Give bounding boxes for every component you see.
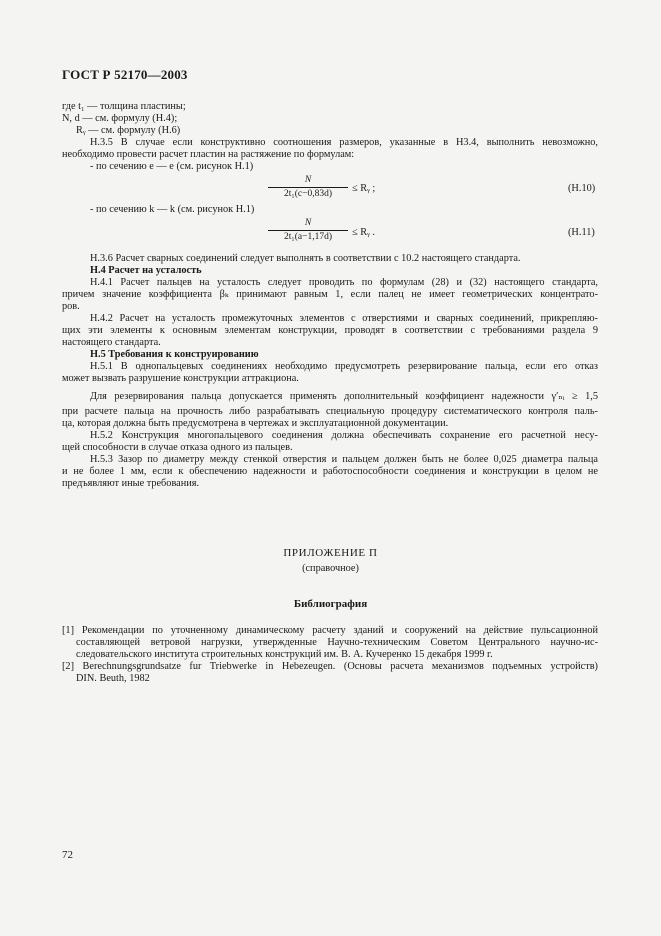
- clause-h51-line1: Н.5.1 В однопальцевых соединениях необходимо предусмотреть резервирование пальца, если его отказ: [90, 361, 598, 372]
- definition-line: Rᵧ — см. формулу (Н.6): [76, 125, 181, 136]
- formula-h11-relation: ≤ Rᵧ .: [352, 227, 375, 238]
- clause-h53-line3: предъявляют иные требования.: [62, 478, 200, 489]
- page-number: 72: [62, 849, 73, 861]
- clause-h41-line3: ров.: [62, 301, 80, 312]
- fraction-bar: [268, 230, 348, 231]
- reservation-line1: Для резервирования пальца допускается применять дополнительный коэффициент надежности γ′ₙᵢ ≥ 1,5: [90, 391, 598, 402]
- reservation-line2: при расчете пальца на прочность либо разрабатывать специальную процедуру систематического контроля паль-: [62, 406, 598, 417]
- formula-h10-numerator: N: [304, 175, 312, 185]
- bibliography-title: Библиография: [293, 598, 368, 610]
- clause-h53-line2: и не более 1 мм, если к обеспечению надежности и работоспособности соединения и конструкции в целом не: [62, 466, 598, 477]
- formula-h11-denominator: 2t₁(a−1,17d): [284, 232, 332, 242]
- appendix-subtitle: (справочное): [302, 563, 359, 574]
- clause-h42-line3: настоящего стандарта.: [62, 337, 161, 348]
- bibliography-ref1-line2: составляющей ветровой нагрузки, утвержденные Научно-техническим Советом Центрального научно-ис-: [76, 637, 598, 648]
- formula-h10-denominator: 2t₁(c−0,83d): [284, 189, 332, 199]
- clause-h52-line2: щей способности в случае отказа одного из пальцев.: [62, 442, 293, 453]
- formula-h11-numerator: N: [304, 218, 312, 228]
- clause-h41-line2: причем значение коэффициента βₖ принимают равным 1, если палец не имеет геометрических концентрато-: [62, 289, 598, 300]
- clause-h42-line1: Н.4.2 Расчет на усталость промежуточных элементов с отверстиями и сварных соединений, прикрепляю-: [90, 313, 598, 324]
- bibliography-ref2-line1: [2] Berechnungsgrundsatze fur Triebwerke in Hebezeugen. (Основы расчета механизмов подъемных устройств): [62, 661, 598, 672]
- clause-h42-line2: щих эти элементы к основным элементам конструкции, проводят в соответствии с требованиями раздела 9: [62, 325, 598, 336]
- formula-h11-fraction: [268, 218, 348, 243]
- clause-h35-line2: необходимо провести расчет пластин на растяжение по формулам:: [62, 149, 355, 160]
- formula-h10-number: (Н.10): [568, 183, 596, 194]
- bibliography-ref1-line1: [1] Рекомендации по уточненному динамическому расчету зданий и сооружений на действие пульсационной: [62, 625, 598, 636]
- section-k-label: - по сечению k — k (см. рисунок Н.1): [90, 204, 255, 215]
- standard-header: ГОСТ Р 52170—2003: [62, 67, 188, 82]
- formula-h10-relation: ≤ Rᵧ ;: [352, 183, 376, 194]
- definition-line: N, d — см. формулу (Н.4);: [62, 113, 178, 124]
- definition-line: где t₁ — толщина пластины;: [62, 101, 186, 112]
- formula-h10-fraction: [268, 175, 348, 200]
- bibliography-ref2-line2: DIN. Beuth, 1982: [76, 673, 150, 684]
- bibliography-ref1-line3: следовательского института строительных конструкций им. В. А. Кучеренко 15 декабря 1999 г.: [76, 649, 493, 660]
- section-e-label: - по сечению e — e (см. рисунок Н.1): [90, 161, 254, 172]
- appendix-title: ПРИЛОЖЕНИЕ П: [283, 547, 378, 559]
- clause-h41-line1: Н.4.1 Расчет пальцев на усталость следует проводить по формулам (28) и (32) настоящего стандарта,: [90, 277, 598, 288]
- clause-h35-line1: Н.3.5 В случае если конструктивно соотношения размеров, указанные в Н3.4, выполнить невозможно,: [90, 137, 598, 148]
- formula-h11-number: (Н.11): [568, 227, 595, 238]
- clause-h53-line1: Н.5.3 Зазор по диаметру между стенкой отверстия и пальцем должен быть не более 0,025 диаметра пальца: [90, 454, 598, 465]
- clause-h36: Н.3.6 Расчет сварных соединений следует выполнять в соответствии с 10.2 настоящего стандарта.: [90, 253, 521, 264]
- clause-h51-line2: может вызвать разрушение конструкции аттракциона.: [62, 373, 299, 384]
- section-h5-heading: Н.5 Требования к конструированию: [90, 349, 259, 360]
- clause-h52-line1: Н.5.2 Конструкция многопальцевого соединения должна обеспечивать сохранение его расчетной несу-: [90, 430, 598, 441]
- section-h4-heading: Н.4 Расчет на усталость: [90, 265, 202, 276]
- fraction-bar: [268, 187, 348, 188]
- reservation-line3: ца, которая должна быть предусмотрена в чертежах и эксплуатационной документации.: [62, 418, 449, 429]
